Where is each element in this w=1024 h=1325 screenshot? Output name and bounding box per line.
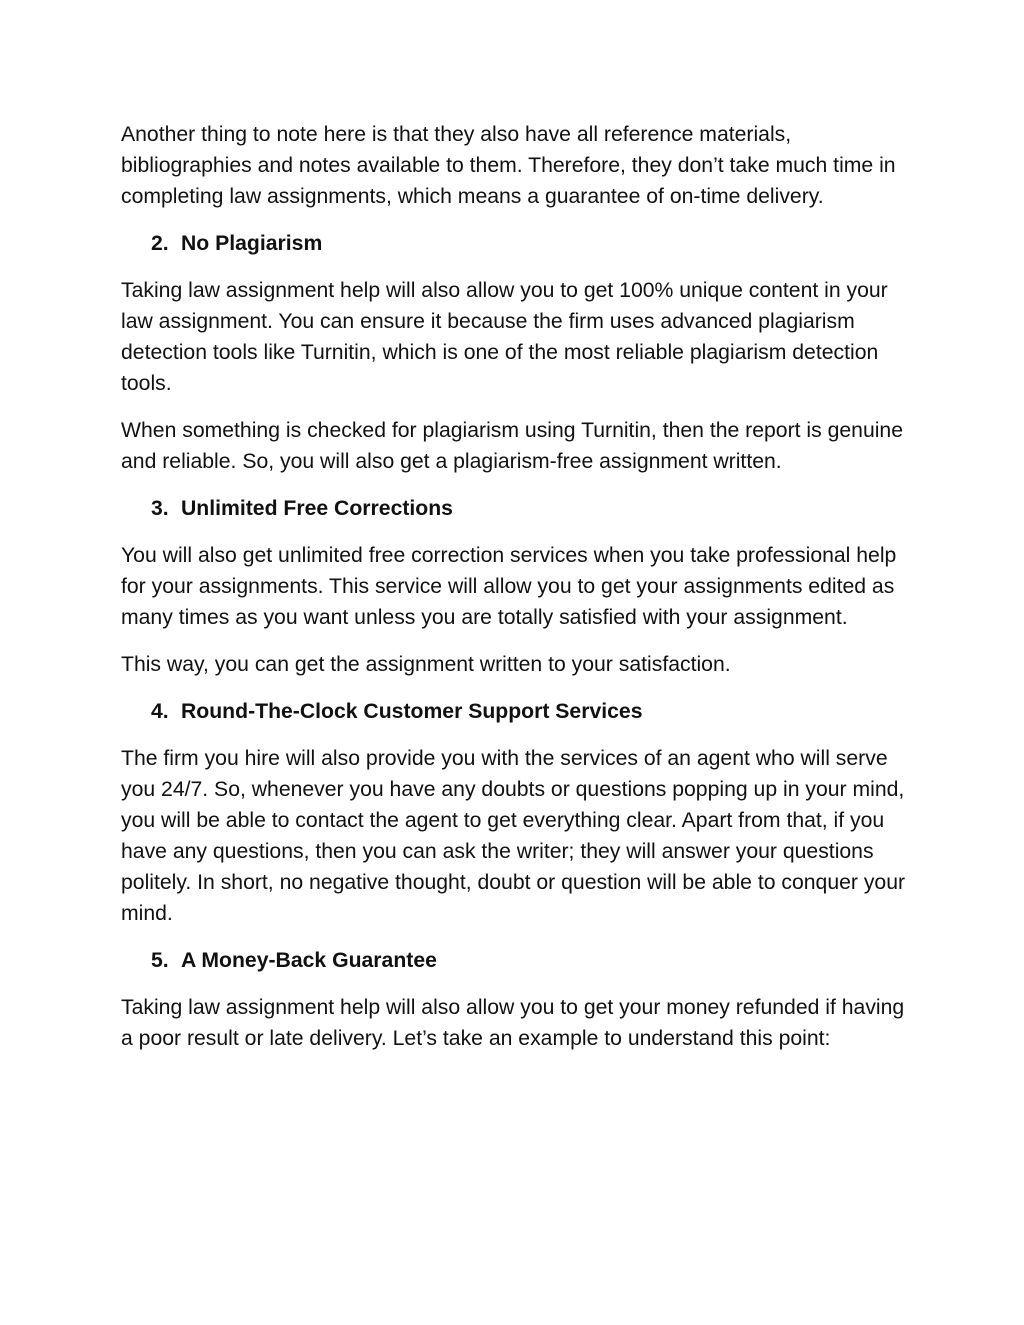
heading-text: Round-The-Clock Customer Support Services: [181, 700, 643, 723]
document-body: [121, 119, 911, 1070]
heading-text: A Money-Back Guarantee: [181, 949, 437, 972]
heading-text: Unlimited Free Corrections: [181, 497, 453, 520]
heading-number: 2.: [151, 232, 169, 255]
paragraph-satisfaction: This way, you can get the assignment written to your satisfaction.: [121, 653, 731, 676]
paragraph-money-back: Taking law assignment help will also allow you to get your money refunded if having a poor result or late delivery. Let’s take an example to understand this point:: [121, 996, 905, 1050]
heading-unlimited-free-corrections: [121, 493, 911, 524]
paragraph-customer-support: The firm you hire will also provide you with the services of an agent who will serve you 24/7. So, whenever you have any doubts or questions popping up in your mind, you will be able to contact the agent to get everything clear. Apart from that, if you have any questions, then you can ask the writer; they will answer your questions politely. In short, no negative thought, doubt or question will be able to conquer your mind.: [121, 747, 906, 925]
heading-text: No Plagiarism: [181, 232, 323, 255]
paragraph-free-corrections: You will also get unlimited free correction services when you take professional help for your assignments. This service will allow you to get your assignments edited as many times as you want unless you are totally satisfied with your assignment.: [121, 544, 897, 629]
heading-number: 3.: [151, 497, 169, 520]
paragraph-turnitin-report: When something is checked for plagiarism using Turnitin, then the report is genuine and reliable. So, you will also get a plagiarism-free assignment written.: [121, 419, 904, 473]
paragraph-unique-content: Taking law assignment help will also allow you to get 100% unique content in your law assignment. You can ensure it because the firm uses advanced plagiarism detection tools like Turnitin, which is one of the most reliable plagiarism detection tools.: [121, 279, 888, 395]
heading-number: 5.: [151, 949, 169, 972]
paragraph-reference-materials: Another thing to note here is that they also have all reference materials, bibliographies and notes available to them. Therefore, they don’t take much time in completing law assignments, which means a guarantee of on-time delivery.: [121, 123, 896, 208]
heading-money-back-guarantee: [121, 945, 911, 976]
heading-customer-support: [121, 696, 911, 727]
heading-number: 4.: [151, 700, 169, 723]
heading-no-plagiarism: [121, 228, 911, 259]
